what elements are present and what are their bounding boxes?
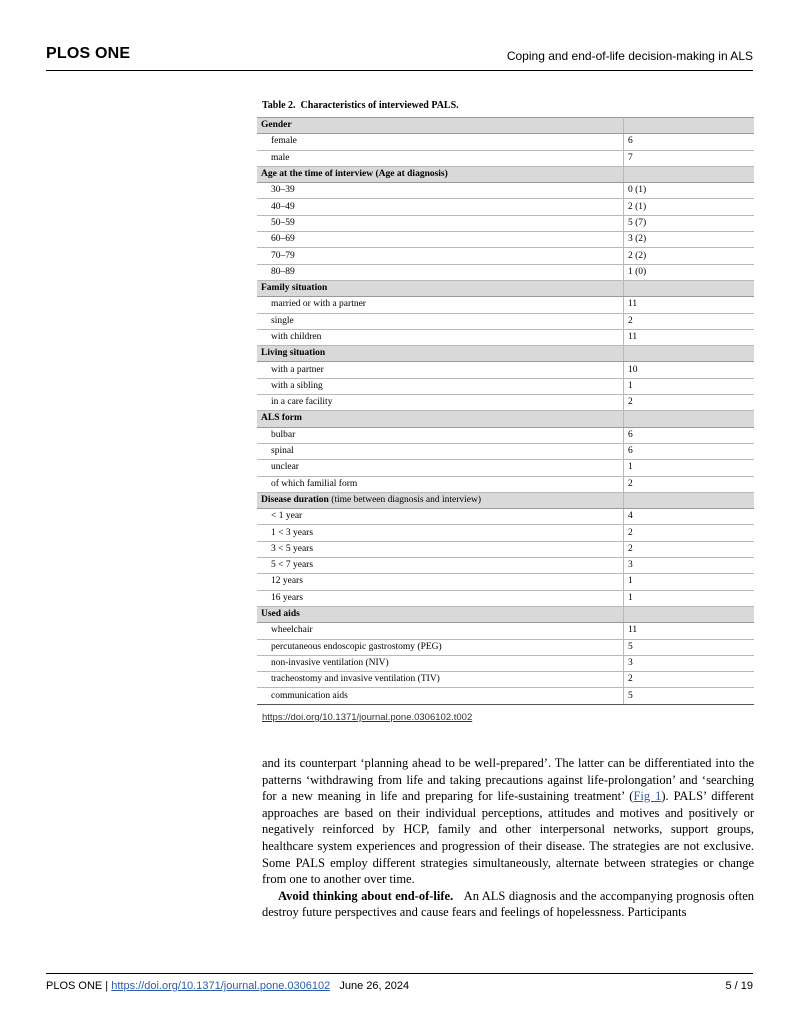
row-label: 60–69 xyxy=(257,232,624,248)
footer-date: June 26, 2024 xyxy=(339,980,410,992)
row-label: percutaneous endoscopic gastrostomy (PEG) xyxy=(257,639,624,655)
group-title-cell xyxy=(257,280,624,296)
group-title-cell xyxy=(257,606,624,622)
row-label: single xyxy=(257,313,624,329)
table-row xyxy=(257,688,754,704)
table-row xyxy=(257,264,754,280)
row-label: 5 < 7 years xyxy=(257,558,624,574)
table-row xyxy=(257,525,754,541)
group-value-cell xyxy=(624,166,755,182)
row-label: 16 years xyxy=(257,590,624,606)
group-value-cell xyxy=(624,346,755,362)
body-paragraph-1-text-a: and its counterpart ‘planning ahead to be well-prepared’. The latter can be differentiated into the patterns ‘withdrawing from life and taking precautions against life-prolongation’ and ‘searching for a new meaning in life and preparing for life-sustaining treatment’ ( xyxy=(262,756,754,804)
row-value: 5 xyxy=(624,688,755,704)
table-row xyxy=(257,150,754,166)
characteristics-table xyxy=(257,117,754,705)
row-label: communication aids xyxy=(257,688,624,704)
table-row xyxy=(257,199,754,215)
group-title-cell xyxy=(257,411,624,427)
row-label: 40–49 xyxy=(257,199,624,215)
row-value: 1 xyxy=(624,460,755,476)
row-value: 11 xyxy=(624,623,755,639)
row-label: with a sibling xyxy=(257,378,624,394)
row-label: tracheostomy and invasive ventilation (TIV) xyxy=(257,672,624,688)
row-value: 4 xyxy=(624,509,755,525)
table-row xyxy=(257,329,754,345)
table-row xyxy=(257,215,754,231)
footer-separator: | xyxy=(102,980,112,992)
row-label: spinal xyxy=(257,443,624,459)
row-value: 2 (2) xyxy=(624,248,755,264)
group-title: ALS form xyxy=(261,413,302,424)
footer-doi-link[interactable]: https://doi.org/10.1371/journal.pone.0306102 xyxy=(111,980,331,992)
header-divider xyxy=(46,70,753,71)
row-value: 7 xyxy=(624,150,755,166)
table-caption xyxy=(262,100,459,111)
journal-logo: PLOS ONE xyxy=(46,45,131,62)
row-label: female xyxy=(257,134,624,150)
row-label: bulbar xyxy=(257,427,624,443)
row-value: 11 xyxy=(624,297,755,313)
table-caption-title: Characteristics of interviewed PALS. xyxy=(300,100,459,111)
row-value: 6 xyxy=(624,427,755,443)
group-value-cell xyxy=(624,606,755,622)
table-group-header xyxy=(257,492,754,508)
fig-1-link[interactable]: Fig 1 xyxy=(633,789,662,804)
row-label: 30–39 xyxy=(257,183,624,199)
group-value-cell xyxy=(624,118,755,134)
table-caption-label: Table 2. xyxy=(262,100,296,111)
row-value: 2 xyxy=(624,541,755,557)
row-label: with children xyxy=(257,329,624,345)
group-title: Gender xyxy=(261,120,292,131)
table-group-header xyxy=(257,411,754,427)
group-title: Disease duration xyxy=(261,494,329,505)
group-title-cell xyxy=(257,492,624,508)
table-row xyxy=(257,574,754,590)
table-group-header xyxy=(257,118,754,134)
table-row xyxy=(257,134,754,150)
row-label: in a care facility xyxy=(257,395,624,411)
row-label: of which familial form xyxy=(257,476,624,492)
table-row xyxy=(257,639,754,655)
row-value: 6 xyxy=(624,134,755,150)
table-row xyxy=(257,232,754,248)
group-value-cell xyxy=(624,411,755,427)
row-label: < 1 year xyxy=(257,509,624,525)
row-value: 5 (7) xyxy=(624,215,755,231)
footer-citation xyxy=(46,980,409,992)
body-paragraph-2-text: An ALS diagnosis and the accompanying prognosis often destroy future perspectives and cause fears and feelings of hopelessness. Participants xyxy=(262,888,755,920)
row-value: 3 (2) xyxy=(624,232,755,248)
table-row xyxy=(257,655,754,671)
row-label: 50–59 xyxy=(257,215,624,231)
row-value: 2 xyxy=(624,672,755,688)
row-value: 3 xyxy=(624,655,755,671)
row-value: 2 xyxy=(624,395,755,411)
row-label: unclear xyxy=(257,460,624,476)
row-value: 11 xyxy=(624,329,755,345)
body-paragraph-1-text-b: ). PALS’ different approaches are based on their individual perceptions, attitudes and motives and positively or negatively reinforced by HCP, family and other interpersonal networks, support groups, healthcare system experiences and progression of their disease. The strategies are not exclusive. Some PALS employ different strategies simultaneously, alternate between strategies or change from one to another over time. xyxy=(262,789,755,887)
group-title-cell xyxy=(257,346,624,362)
table-group-header xyxy=(257,280,754,296)
table-group-header xyxy=(257,346,754,362)
group-note: (time between diagnosis and interview) xyxy=(328,494,482,505)
group-title-cell xyxy=(257,166,624,182)
table-group-header xyxy=(257,166,754,182)
group-title: Used aids xyxy=(261,609,300,620)
row-value: 2 (1) xyxy=(624,199,755,215)
running-title: Coping and end-of-life decision-making in ALS xyxy=(506,49,753,63)
group-title: Living situation xyxy=(261,348,326,359)
row-value: 6 xyxy=(624,443,755,459)
table-row xyxy=(257,460,754,476)
row-label: 80–89 xyxy=(257,264,624,280)
row-value: 1 xyxy=(624,574,755,590)
table-row xyxy=(257,443,754,459)
table-row xyxy=(257,297,754,313)
row-value: 2 xyxy=(624,476,755,492)
group-value-cell xyxy=(624,492,755,508)
group-title: Family situation xyxy=(261,283,328,294)
table-row xyxy=(257,427,754,443)
row-label: male xyxy=(257,150,624,166)
row-label: married or with a partner xyxy=(257,297,624,313)
group-title: Age at the time of interview (Age at diagnosis) xyxy=(261,169,448,180)
body-paragraph-1 xyxy=(262,755,754,888)
page-number: 5 / 19 xyxy=(725,980,753,992)
table-row xyxy=(257,183,754,199)
table-row xyxy=(257,541,754,557)
section-heading: Avoid thinking about end-of-life. xyxy=(278,888,454,903)
row-value: 0 (1) xyxy=(624,183,755,199)
table-row xyxy=(257,623,754,639)
group-title-cell xyxy=(257,118,624,134)
row-label: non-invasive ventilation (NIV) xyxy=(257,655,624,671)
row-label: with a partner xyxy=(257,362,624,378)
row-label: 70–79 xyxy=(257,248,624,264)
row-value: 1 xyxy=(624,378,755,394)
row-value: 3 xyxy=(624,558,755,574)
table-row xyxy=(257,672,754,688)
table-group-header xyxy=(257,606,754,622)
table-doi-link[interactable]: https://doi.org/10.1371/journal.pone.0306102.t002 xyxy=(262,712,473,723)
footer-divider xyxy=(46,973,753,974)
row-value: 2 xyxy=(624,525,755,541)
table-row xyxy=(257,362,754,378)
row-value: 5 xyxy=(624,639,755,655)
group-value-cell xyxy=(624,280,755,296)
row-value: 1 (0) xyxy=(624,264,755,280)
row-label: 3 < 5 years xyxy=(257,541,624,557)
footer-journal: PLOS ONE xyxy=(46,980,103,992)
row-label: 12 years xyxy=(257,574,624,590)
table-row xyxy=(257,378,754,394)
table-row xyxy=(257,476,754,492)
body-paragraph-2 xyxy=(262,888,754,921)
row-value: 2 xyxy=(624,313,755,329)
table-row xyxy=(257,248,754,264)
table-row xyxy=(257,313,754,329)
row-label: 1 < 3 years xyxy=(257,525,624,541)
row-value: 10 xyxy=(624,362,755,378)
table-row xyxy=(257,558,754,574)
table-row xyxy=(257,395,754,411)
row-label: wheelchair xyxy=(257,623,624,639)
row-value: 1 xyxy=(624,590,755,606)
table-row xyxy=(257,590,754,606)
table-row xyxy=(257,509,754,525)
body-text xyxy=(262,755,754,921)
